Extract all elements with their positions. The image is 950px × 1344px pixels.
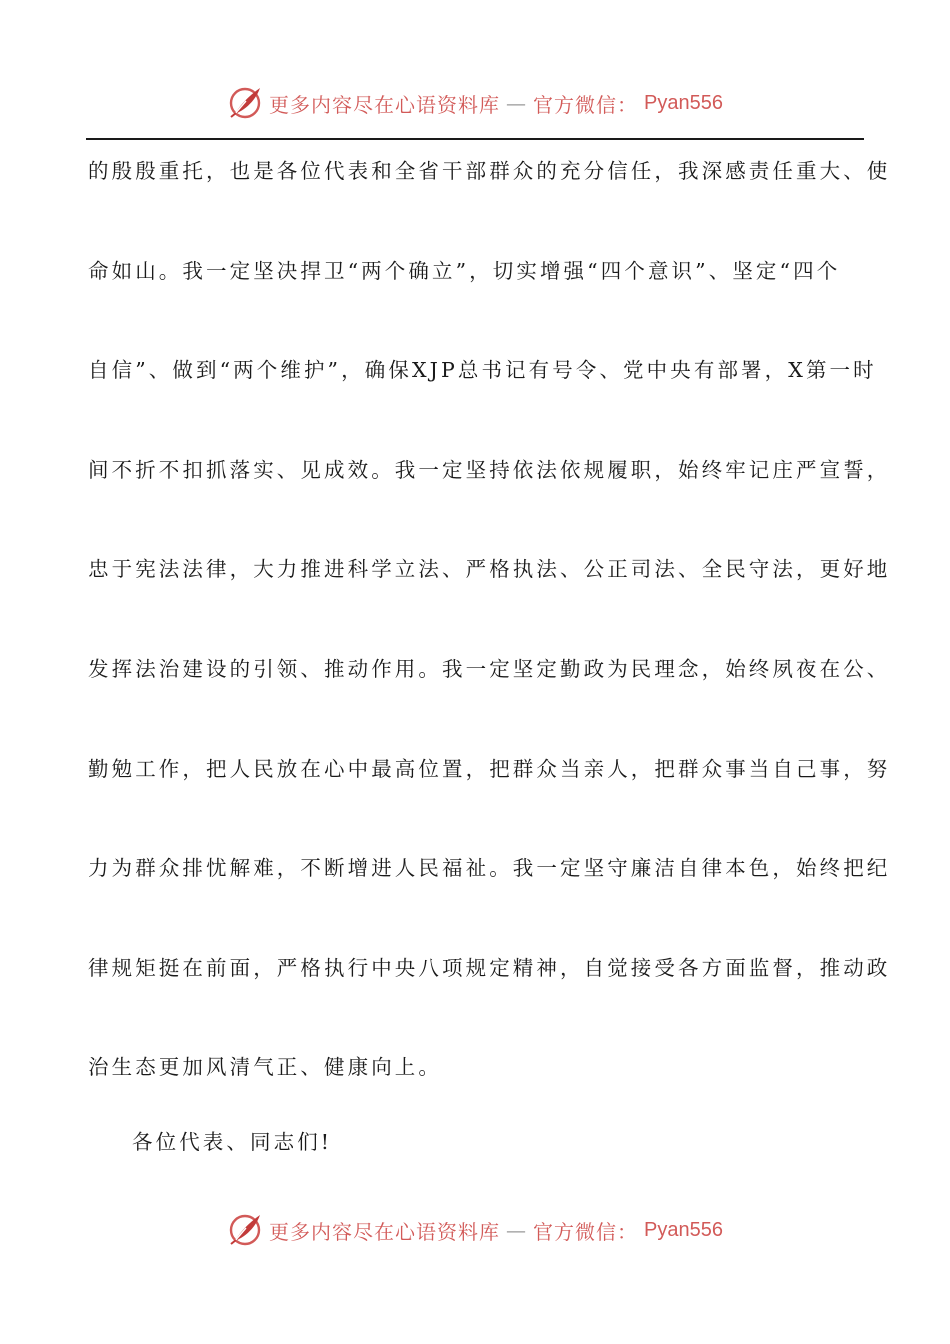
- document-body: [88, 145, 891, 1141]
- header-separator: —: [506, 91, 528, 115]
- header-contact-label: 官方微信：: [533, 92, 639, 117]
- header-divider: [86, 138, 864, 140]
- body-line: 律规矩挺在前面，严格执行中央八项规定精神，自觉接受各方面监督，推动政: [88, 955, 891, 980]
- footer-banner: [0, 1210, 950, 1250]
- body-line: 治生态更加风清气正、健康向上。: [88, 1055, 442, 1080]
- footer-promo-text: 更多内容尽在心语资料库: [269, 1219, 501, 1244]
- header-banner: [0, 83, 950, 123]
- header-promo-text: 更多内容尽在心语资料库: [269, 92, 501, 117]
- quill-logo-icon: [227, 1212, 263, 1248]
- body-line: 自信”、做到“两个维护”，确保XJP总书记有号令、党中央有部署，X第一时: [88, 358, 877, 383]
- greeting-paragraph: 各位代表、同志们!: [132, 1130, 333, 1154]
- footer-contact-label: 官方微信：: [533, 1219, 639, 1244]
- body-line: 的殷殷重托，也是各位代表和全省干部群众的充分信任，我深感责任重大、使: [88, 159, 891, 183]
- footer-contact-handle: Pyan556: [644, 1218, 723, 1241]
- body-line: 力为群众排忧解难，不断增进人民福祉。我一定坚守廉洁自律本色，始终把纪: [88, 856, 891, 881]
- header-contact-handle: Pyan556: [644, 91, 723, 114]
- body-line: 勤勉工作，把人民放在心中最高位置，把群众当亲人，把群众事当自己事，努: [88, 756, 891, 781]
- quill-logo-icon: [227, 85, 263, 121]
- body-line: 间不折不扣抓落实、见成效。我一定坚持依法依规履职，始终牢记庄严宣誓，: [88, 457, 891, 482]
- footer-separator: —: [506, 1218, 528, 1242]
- body-line: 发挥法治建设的引领、推动作用。我一定坚定勤政为民理念，始终夙夜在公、: [88, 656, 891, 681]
- body-line: 命如山。我一定坚决捍卫“两个确立”，切实增强“四个意识”、坚定“四个: [88, 258, 841, 283]
- body-line: 忠于宪法法律，大力推进科学立法、严格执法、公正司法、全民守法，更好地: [88, 557, 891, 582]
